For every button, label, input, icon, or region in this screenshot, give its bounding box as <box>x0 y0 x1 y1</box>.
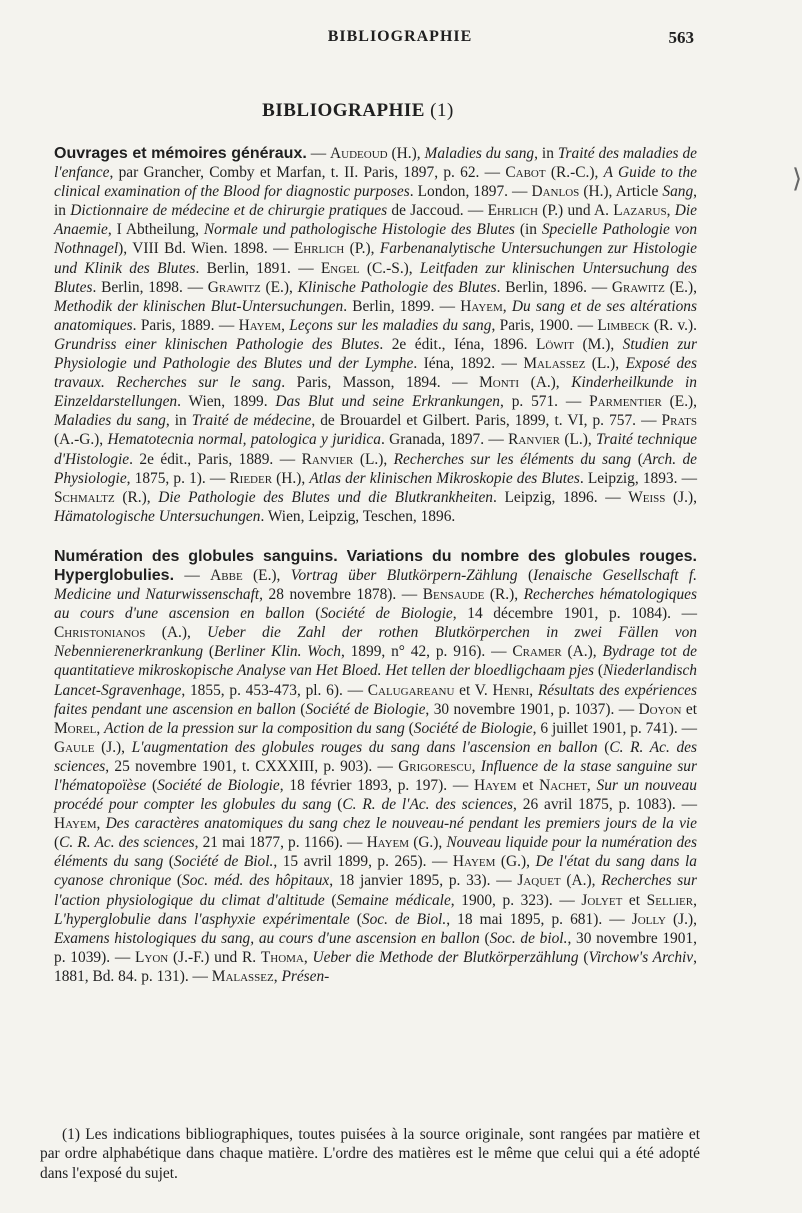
citation-text: (R.-C.), <box>545 164 604 182</box>
author-name: Hayem <box>238 316 282 334</box>
citation-text: , <box>273 967 282 985</box>
work-title: Recherches hématologiques au cours d'une ascension en ballon <box>54 586 697 623</box>
work-title: Société de Biologie <box>157 777 280 794</box>
citation-text: ( <box>597 738 610 756</box>
author-name: Hayem <box>460 297 503 315</box>
author-name: Jolly <box>631 910 666 928</box>
work-title: Arch. de Physiologie <box>54 450 698 487</box>
author-name: Malassez <box>211 967 274 985</box>
author-name: Danlos <box>531 183 580 201</box>
citation-text: , 1875, p. 1). — <box>126 469 230 487</box>
citation-text: ( <box>479 929 490 947</box>
citation-text: , in <box>534 145 558 162</box>
citation-text: ( <box>349 910 362 928</box>
citation-text: , I Abtheilung, <box>107 221 204 239</box>
author-name: Parmentier <box>589 393 662 411</box>
work-title: Normale und pathologische Histologie des Blutes <box>203 221 515 239</box>
author-name: Malassez <box>523 355 586 373</box>
citation-text: ( <box>146 777 158 794</box>
author-name: Cabot <box>505 164 546 182</box>
author-name: Henri <box>492 681 530 699</box>
work-title: C. R. Ac. des sciences <box>59 834 195 852</box>
work-title: Sur un nouveau procédé pour compter les globules du sang <box>54 777 697 814</box>
citation-text: (R.), <box>114 488 159 506</box>
citation-text: , <box>502 297 512 315</box>
work-title: Ueber die Methode der Blutkörperzählung <box>312 948 579 966</box>
citation-text: (H.), <box>387 145 425 162</box>
citation-text: , in <box>54 183 698 220</box>
citation-text: (L.), <box>585 355 626 373</box>
citation-text: , <box>529 681 538 699</box>
citation-text: , <box>471 757 481 775</box>
citation-text: . Wien, Leipzig, Teschen, 1896. <box>260 507 456 525</box>
work-title: C. R. de l'Ac. des sciences <box>342 796 514 814</box>
citation-text: ( <box>295 700 306 718</box>
citation-text: ( <box>593 662 603 680</box>
citation-text: . Paris, Masson, 1894. — <box>281 374 480 392</box>
citation-text: (J.), <box>665 488 697 506</box>
citation-text: ( <box>171 872 183 890</box>
citation-text: , 25 novembre 1901, t. CXXXIII, p. 903). — <box>105 757 399 775</box>
citation-text: (A.), <box>560 872 602 890</box>
citation-text: (P.) und A. <box>537 202 614 220</box>
work-title: Des caractères anatomiques du sang chez le nouveau-né pendant les premiers jours de la vie <box>105 815 698 833</box>
work-title: Société de Biologie <box>305 700 426 718</box>
citation-text: , 1900, p. 323). — <box>450 891 582 909</box>
citation-text: ( <box>304 605 321 623</box>
work-title: Farbenanalytische Untersuchungen zur Histologie und Klinik des Blutes <box>54 240 697 277</box>
bibliography-section <box>54 547 697 986</box>
citation-text: , <box>96 719 105 737</box>
citation-text: (E.), <box>260 278 298 296</box>
work-title: Action de la pression sur la composition du sang <box>104 719 405 737</box>
margin-mark: ⟩ <box>792 164 802 193</box>
citation-text: (R. v.). <box>649 316 698 334</box>
work-title: Semaine médicale <box>336 891 451 909</box>
author-name: Grawitz <box>207 278 261 296</box>
citation-text: , <box>281 316 290 334</box>
citation-text: — <box>306 145 331 162</box>
citation-text: . Berlin, 1898. — <box>92 278 208 296</box>
citation-text: (E.), <box>661 393 698 411</box>
work-title: Hämatologische Untersuchungen <box>54 507 261 525</box>
work-title: Kinderheilkunde in Einzeldarstellungen <box>54 374 697 411</box>
work-title: Specielle Pathologie von Nothnagel <box>54 221 698 258</box>
citation-text: , <box>303 948 313 966</box>
citation-text: ( <box>404 719 414 737</box>
work-title: A Guide to the clinical examination of the Blood for diagnostic purposes <box>54 164 697 201</box>
author-name: Hayem <box>366 834 410 852</box>
citation-text: (L.), <box>353 450 394 468</box>
work-title: Influence de la stase sanguine sur l'hématopoïèse <box>54 757 697 794</box>
author-name: Christonianos <box>54 624 146 642</box>
citation-text: (A.), <box>145 624 208 642</box>
citation-text: , 18 mai 1895, p. 681). — <box>446 910 632 928</box>
running-head <box>0 28 800 50</box>
author-name: Ehrlich <box>293 240 345 258</box>
citation-text: (A.-G.), <box>54 431 108 449</box>
author-name: Grawitz <box>611 278 665 296</box>
author-name: Monti <box>479 374 520 392</box>
citation-text: , in <box>165 412 192 430</box>
author-name: Weiss <box>628 488 666 506</box>
author-name: Jolyet <box>581 891 623 909</box>
citation-text: ( <box>578 948 589 966</box>
citation-text: (E.), <box>664 278 697 296</box>
citation-text: . Leipzig, 1896. — <box>492 488 629 506</box>
bibliography-heading <box>0 100 716 122</box>
author-name: Rieder <box>229 469 273 487</box>
citation-text: (R.), <box>484 586 524 604</box>
author-name: Thoma <box>260 948 304 966</box>
citation-text: , de Brouardel et Gilbert. Paris, 1899, t. VI, p. 757. — <box>311 412 662 430</box>
work-title: Grundriss einer klinischen Pathologie des Blutes <box>54 335 380 353</box>
author-name: Engel <box>320 259 360 277</box>
work-title: Traité technique d'Histologie <box>54 431 697 468</box>
author-name: Ranvier <box>301 450 354 468</box>
citation-text: (J.-F.) und R. <box>168 948 261 966</box>
citation-text: . Paris, 1889. — <box>132 316 239 334</box>
citation-text: (A.), <box>561 643 603 661</box>
author-name: Sellier <box>646 891 694 909</box>
work-title: Leçons sur les maladies du sang <box>289 316 492 334</box>
author-name: Morel <box>54 719 97 737</box>
citation-text: (M.), <box>574 335 623 353</box>
work-title: L'augmentation des globules rouges du sang dans l'ascension en ballon <box>131 738 598 756</box>
citation-text: et <box>516 777 540 794</box>
citation-text: , 18 février 1893, p. 197). — <box>279 777 474 794</box>
citation-text: . Leipzig, 1893. — <box>579 469 697 487</box>
work-title: Ueber die Zahl der rothen Blutkörperchen in zwei Fällen von Nebennierenerkrankung <box>54 624 698 661</box>
citation-text: , par Grancher, Comby et Marfan, t. II. Paris, 1897, p. 62. — <box>109 164 506 182</box>
citation-text: (H.), Article <box>579 183 663 201</box>
section-heading: Ouvrages et mémoires généraux. <box>54 145 307 162</box>
citation-text: . Granada, 1897. — <box>380 431 509 449</box>
citation-text: ( <box>163 853 174 871</box>
citation-text: ( <box>517 566 534 584</box>
citation-text: , <box>96 815 106 833</box>
work-title: Société de Biol. <box>173 853 274 871</box>
citation-text: . London, 1897. — <box>409 183 532 201</box>
citation-text: (G.), <box>495 853 536 871</box>
citation-text: , 1881, Bd. 84. p. 131). — <box>54 948 697 985</box>
citation-text: , 1855, p. 453-473, pl. 6). — <box>181 681 368 699</box>
author-name: Nachet <box>539 777 587 794</box>
work-title: Soc. de Biol. <box>361 910 447 928</box>
work-title: Recherches sur l'action physiologique du climat d'altitude <box>54 872 697 909</box>
work-title: Die Anaemie <box>54 202 697 239</box>
citation-text: — <box>174 566 211 584</box>
work-title: Recherches sur les éléments du sang <box>393 450 632 468</box>
author-name: Abbe <box>210 566 243 584</box>
footnote: (1) Les indications bibliographiques, toutes puisées à la source originale, sont rangées par matière et par ordre alphabétique dans chaque matière. L'ordre des matières est le même que celui qui a été adopté dans l'exposé du sujet. <box>40 1126 700 1182</box>
work-title: Klinische Pathologie des Blutes <box>297 278 497 296</box>
citation-text: (C.-S.), <box>359 259 420 277</box>
citation-text: . Iéna, 1892. — <box>413 355 524 373</box>
work-title: Das Blut und seine Erkrankungen <box>275 393 500 411</box>
author-name: Cramer <box>512 643 562 661</box>
author-name: Jaquet <box>517 872 561 890</box>
work-title: Methodik der klinischen Blut-Untersuchungen <box>54 297 344 315</box>
citation-text: de Jaccoud. — <box>387 202 488 220</box>
citation-text: (H.), <box>272 469 310 487</box>
citation-text: , 21 mai 1877, p. 1166). — <box>194 834 367 852</box>
bibliography-section <box>54 144 697 526</box>
citation-text: et <box>681 700 697 718</box>
work-title: Atlas der klinischen Mikroskopie des Blutes <box>309 469 580 487</box>
work-title: C. R. Ac. des sciences <box>54 738 697 775</box>
citation-text: ( <box>324 891 337 909</box>
footnote-reference: (1) <box>430 100 454 121</box>
work-title: Studien zur Physiologie und Pathologie des Blutes und der Lymphe <box>54 335 697 373</box>
work-title: Nouveau liquide pour la numération des éléments du sang <box>54 834 698 871</box>
work-title: Soc. de biol. <box>489 929 568 947</box>
citation-text: , p. 571. — <box>500 393 590 411</box>
citation-text: (A.), <box>519 374 572 392</box>
author-name: Grigorescu <box>398 757 472 775</box>
work-title: Bydrage tot de quantitatieve mikroskopische Analyse van Het Bloed. Het tellen der bloedligchaam pjes <box>54 643 698 680</box>
section-heading: Numération des globules sanguins. Variations du nombre des globules rouges. Hyperglobulies. <box>54 547 697 584</box>
citation-text: ( <box>203 643 214 661</box>
citation-text: . Berlin, 1896. — <box>496 278 612 296</box>
citation-text: , <box>586 777 597 794</box>
citation-text: , 30 novembre 1901, p. 1039). — <box>54 929 697 966</box>
author-name: Hayem <box>452 853 496 871</box>
work-title: Berliner Klin. Woch <box>213 643 341 661</box>
citation-text: . Berlin, 1899. — <box>343 297 461 315</box>
author-name: Audeoud <box>330 145 388 162</box>
heading-text: BIBLIOGRAPHIE <box>262 100 425 121</box>
citation-text: , 28 novembre 1878). — <box>259 586 423 604</box>
work-title: Examens histologiques du sang, au cours d'une ascension en ballon <box>54 929 480 947</box>
citation-text: (G.), <box>409 834 447 852</box>
author-name: Ranvier <box>508 431 560 449</box>
work-title: Soc. méd. des hôpitaux <box>182 872 330 890</box>
author-name: Lazarus <box>613 202 667 220</box>
author-name: Schmaltz <box>54 488 115 506</box>
citation-text: , Paris, 1900. — <box>491 316 598 334</box>
work-title: Virchow's Archiv <box>588 948 694 966</box>
page-number: 563 <box>668 28 694 47</box>
citation-text: ( <box>631 450 643 468</box>
work-title: Résultats des expériences faites pendant une ascension en ballon <box>54 681 697 718</box>
citation-text: . 2e édit., Paris, 1889. — <box>129 450 302 468</box>
citation-text: , 26 avril 1875, p. 1083). — <box>513 796 697 814</box>
author-name: Lyon <box>134 948 169 966</box>
citation-text: , 1899, n° 42, p. 916). — <box>340 643 513 661</box>
citation-text: ( <box>331 796 343 814</box>
citation-text: et V. <box>454 681 493 699</box>
work-title: Maladies du sang <box>424 145 535 162</box>
citation-text: . 2e édit., Iéna, 1896. <box>379 335 536 353</box>
citation-text: , 30 novembre 1901, p. 1037). — <box>425 700 639 718</box>
citation-text: . Berlin, 1891. — <box>195 259 321 277</box>
citation-text: (L.), <box>560 431 597 449</box>
work-title: Die Pathologie des Blutes und die Blutkrankheiten <box>158 488 493 506</box>
work-title: L'hyperglobulie dans l'asphyxie expérimentale <box>54 910 350 928</box>
citation-text: , <box>666 202 675 220</box>
work-title: Ienaische Gesellschaft f. Medicine und Naturwissenschaft <box>54 566 697 604</box>
work-title: Présen- <box>281 967 330 985</box>
running-title: BIBLIOGRAPHIE <box>327 28 473 45</box>
citation-text: , 6 juillet 1901, p. 741). — <box>532 719 697 737</box>
bibliography-body <box>54 144 697 1007</box>
citation-text: et <box>622 891 647 909</box>
work-title: Société de Biologie <box>413 719 533 737</box>
author-name: Limbeck <box>597 316 650 334</box>
work-title: Société de Biologie <box>320 605 453 623</box>
citation-text: ( <box>54 834 60 852</box>
work-title: Traité de médecine <box>191 412 312 430</box>
work-title: Du sang et de ses altérations anatomiques <box>54 297 697 334</box>
citation-text: (P.), <box>344 240 380 258</box>
citation-text: (in <box>514 221 542 239</box>
citation-text: , 15 avril 1899, p. 265). — <box>273 853 453 871</box>
author-name: Calugareanu <box>367 681 455 699</box>
work-title: Traité des maladies de l'enfance <box>54 145 698 182</box>
work-title: Niederlandisch Lancet-Sgravenhage <box>54 662 697 699</box>
citation-text: , 14 décembre 1901, p. 1084). — <box>452 605 697 623</box>
work-title: Leitfaden zur klinischen Untersuchung des Blutes <box>54 259 697 296</box>
citation-text: . Wien, 1899. <box>177 393 276 411</box>
author-name: Hayem <box>54 815 97 833</box>
citation-text: (J.), <box>665 910 697 928</box>
work-title: Hematotecnia normal, patologica y juridica <box>107 431 381 449</box>
author-name: Ehrlich <box>487 202 538 220</box>
author-name: Löwit <box>535 335 575 353</box>
work-title: Sang <box>662 183 694 201</box>
work-title: Vortrag über Blutkörpern-Zählung <box>290 566 518 584</box>
work-title: Maladies du sang <box>54 412 166 430</box>
citation-text: , 18 janvier 1895, p. 33). — <box>329 872 518 890</box>
citation-text: (E.), <box>242 566 291 584</box>
author-name: Doyon <box>638 700 682 718</box>
citation-text: (J.), <box>94 738 132 756</box>
author-name: Bensaude <box>422 586 485 604</box>
author-name: Prats <box>661 412 697 430</box>
author-name: Hayem <box>474 777 517 794</box>
work-title: Exposé des travaux. Recherches sur le sang <box>54 355 698 392</box>
work-title: De l'état du sang dans la cyanose chronique <box>54 853 697 890</box>
author-name: Gaule <box>54 738 95 756</box>
work-title: Dictionnaire de médecine et de chirurgie pratiques <box>70 202 388 220</box>
citation-text: ), VIII Bd. Wien. 1898. — <box>118 240 294 258</box>
citation-text: , <box>693 891 697 909</box>
